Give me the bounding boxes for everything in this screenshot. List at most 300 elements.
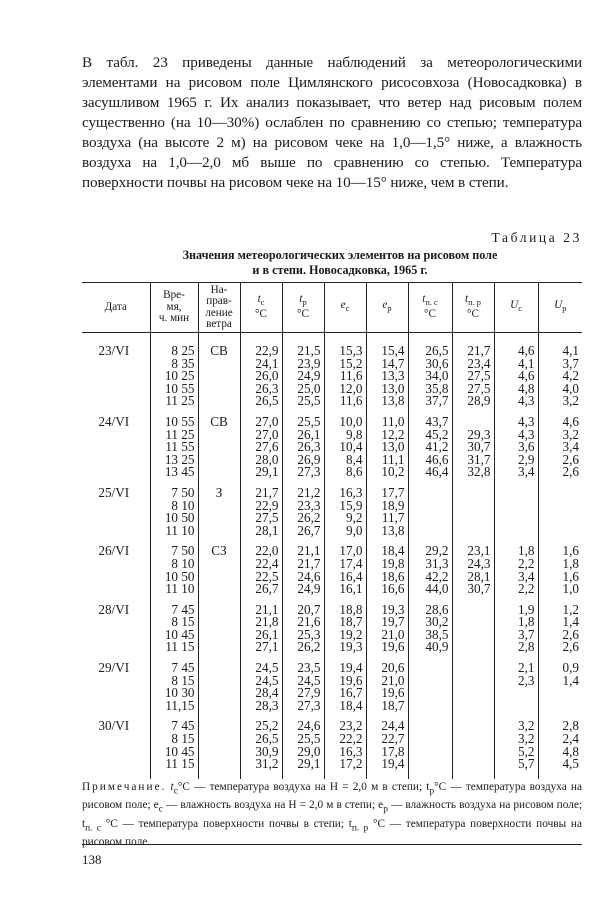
value: 19,6 [381, 639, 405, 655]
header-unit: °C [255, 308, 267, 321]
value: 27,3 [297, 697, 321, 713]
uc-cell [494, 662, 538, 720]
value: 1,2 [562, 601, 579, 617]
value: 28,3 [255, 697, 279, 713]
time-cell [150, 601, 198, 662]
value: 2,2 [518, 581, 535, 597]
ep-cell [366, 720, 408, 778]
note-subscript: п. с [85, 823, 101, 834]
value [456, 758, 491, 771]
value: 24,9 [297, 581, 321, 597]
header-subscript: p [387, 304, 392, 314]
ep-cell [366, 484, 408, 545]
value: 31,2 [255, 756, 279, 772]
up-cell [538, 413, 582, 487]
time-cell [150, 662, 198, 720]
value: 14,7 [381, 355, 405, 371]
value [456, 604, 491, 617]
date-cell: 25/VI [98, 484, 130, 500]
value: 3,6 [518, 439, 535, 455]
value: 19,4 [339, 660, 363, 676]
header-symbol: t [465, 293, 469, 306]
value: 11,15 [165, 697, 195, 713]
value: 10 30 [164, 685, 195, 701]
date-cell: 28/VI [98, 601, 130, 617]
value: 11 10 [165, 581, 195, 597]
value: 2,6 [562, 626, 579, 642]
table-body [82, 333, 582, 779]
table-row [82, 604, 582, 662]
header-subscript: с [518, 304, 522, 314]
header-dir-line: прав- [206, 295, 232, 307]
value: 22,9 [255, 497, 279, 513]
value: 2,2 [518, 555, 535, 571]
value [498, 512, 535, 525]
value: 16,4 [339, 568, 363, 584]
dir-cell: З [198, 487, 240, 545]
value [456, 733, 491, 746]
value [498, 525, 535, 538]
tpp-cell [452, 345, 494, 416]
value: 38,5 [425, 626, 449, 642]
value [412, 525, 449, 538]
value: 27,5 [467, 380, 491, 396]
uc-cell [494, 345, 538, 416]
table-title [140, 248, 540, 278]
value: 2,1 [518, 660, 535, 676]
intro-paragraph: В табл. 23 приведены данные наблюдений за метеорологическими элементами на рисовом поле Цимлянского рисосовхоза (Новосадковка) в засушливом 1965 г. Их анализ показывает, что ветер над рисовым полем существенно (на 10—30%) ослаблен по сравнению со степью; температура воздуха (на высоте 2 м) на рисовом чеке на 1,0—1,5° ниже, а влажность воздуха на 1,0—2,0 мб выше по сравнению со степью. Температура поверхности почвы на рисовом чеке на 10—15° ниже, чем в степи. [82, 54, 582, 191]
value: 11 55 [165, 439, 195, 455]
value [456, 512, 491, 525]
value: 30,9 [255, 743, 279, 759]
value: 10,4 [339, 439, 363, 455]
ep-cell [366, 545, 408, 603]
header-subscript: п. р [468, 298, 481, 308]
value: 12,0 [339, 380, 363, 396]
tpp-cell [452, 662, 494, 720]
header-subscript: c [345, 304, 350, 314]
date-cell: 24/VI [98, 413, 130, 429]
header-time-line: Вре- [163, 289, 185, 302]
value: 4,6 [562, 413, 579, 429]
tc-cell [240, 545, 282, 603]
value [498, 700, 535, 713]
note-text: °С — температура поверхности почвы в степи; t [100, 817, 352, 830]
value [412, 512, 449, 525]
value: 21,5 [297, 343, 321, 358]
value [412, 500, 449, 513]
ec-cell [324, 720, 366, 778]
value: 4,8 [562, 743, 579, 759]
tc-cell [240, 345, 282, 416]
value: 12,2 [381, 426, 405, 442]
header-time [150, 283, 198, 333]
value: 4,6 [518, 343, 535, 358]
value: 10,0 [339, 413, 363, 429]
value: 1,0 [562, 581, 579, 597]
value: 30,2 [425, 614, 449, 630]
dir-cell: СВ [198, 416, 240, 487]
value: 0,9 [562, 660, 579, 676]
value: 26,2 [297, 639, 321, 655]
value: 1,4 [562, 672, 579, 688]
value: 26,5 [255, 731, 279, 747]
value: 13,8 [381, 522, 405, 538]
value: 23,9 [297, 355, 321, 371]
value: 17,4 [339, 555, 363, 571]
value: 30,7 [467, 581, 491, 597]
value: 13,0 [381, 380, 405, 396]
value: 21,1 [255, 601, 279, 617]
value: 13,0 [381, 439, 405, 455]
ec-cell [324, 545, 366, 603]
value: 2,6 [562, 464, 579, 480]
value [456, 641, 491, 654]
note-text: °С — температура воздуха на H = 2,0 м в степи; t [177, 781, 430, 793]
value: 18,4 [339, 697, 363, 713]
tp-cell [282, 601, 324, 662]
uc-cell [494, 601, 538, 662]
value [412, 700, 449, 713]
uc-cell [494, 545, 538, 603]
value: 25,5 [297, 731, 321, 747]
value [542, 500, 580, 513]
note-text: — влажность воздуха на рисовом поле; t [82, 799, 583, 830]
value: 4,3 [518, 393, 535, 409]
header-uc [494, 283, 538, 333]
value: 13,8 [381, 393, 405, 409]
value: 8,4 [346, 451, 363, 467]
value [456, 675, 491, 688]
value: 28,6 [425, 601, 449, 617]
value: 16,1 [339, 581, 363, 597]
table-title-line-1: Значения метеорологических элементов на рисовом поле [182, 248, 498, 262]
tp-cell [282, 545, 324, 603]
value: 27,6 [255, 439, 279, 455]
value: 25,0 [297, 380, 321, 396]
value: 3,7 [518, 626, 535, 642]
value [456, 500, 491, 513]
ec-cell [324, 484, 366, 545]
value: 8 35 [171, 355, 195, 371]
value: 9,2 [346, 510, 363, 526]
value: 35,8 [425, 380, 449, 396]
note-text: °С — температура воздуха на рисовом поле; e [82, 781, 582, 812]
note-symbol: t [170, 781, 174, 793]
value: 26,2 [297, 510, 321, 526]
tc-cell [240, 413, 282, 487]
value [412, 758, 449, 771]
value: 22,2 [339, 731, 363, 747]
value: 21,0 [381, 672, 405, 688]
value: 4,3 [518, 413, 535, 429]
value: 44,0 [425, 581, 449, 597]
value: 21,7 [297, 555, 321, 571]
dir-cell: СВ [198, 345, 240, 416]
value [456, 720, 491, 733]
note-subscript: c [158, 804, 163, 815]
value: 5,7 [518, 756, 535, 772]
value: 18,7 [381, 697, 405, 713]
note-subscript: c [173, 786, 178, 797]
header-date: Дата [104, 300, 127, 313]
value: 22,9 [255, 343, 279, 358]
value [412, 733, 449, 746]
value: 40,9 [425, 639, 449, 655]
value: 23,5 [297, 660, 321, 676]
value: 8 10 [171, 555, 195, 571]
tc-cell [240, 484, 282, 545]
value [498, 500, 535, 513]
value: 5,2 [518, 743, 535, 759]
value: 7 45 [171, 660, 195, 676]
value: 26,5 [425, 343, 449, 358]
value: 24,5 [297, 672, 321, 688]
value: 22,7 [381, 731, 405, 747]
table-label: Таблица 23 [491, 230, 582, 245]
value [412, 662, 449, 675]
header-symbol: t [422, 293, 426, 306]
header-symbol: e [382, 299, 388, 312]
value: 23,1 [467, 543, 491, 559]
header-wind-direction [198, 283, 240, 333]
value: 1,8 [562, 555, 579, 571]
value: 11 10 [165, 522, 195, 538]
value: 1,9 [518, 601, 535, 617]
dir-cell [198, 720, 240, 778]
value: 10 45 [164, 626, 195, 642]
value: 42,2 [425, 568, 449, 584]
up-cell [538, 720, 582, 778]
uc-cell [494, 413, 538, 487]
value: 25,5 [297, 413, 321, 429]
value: 16,6 [381, 581, 405, 597]
value: 3,2 [518, 731, 535, 747]
table-title-line-2: и в степи. Новосадковка, 1965 г. [252, 263, 428, 277]
value: 11,6 [339, 368, 363, 384]
tpc-cell [408, 345, 452, 416]
ec-cell [324, 345, 366, 416]
value: 19,4 [381, 756, 405, 772]
value [542, 525, 580, 538]
value: 26,1 [297, 426, 321, 442]
ep-cell [366, 601, 408, 662]
table-row [82, 545, 582, 603]
value: 19,3 [381, 601, 405, 617]
up-cell [538, 662, 582, 720]
value: 46,4 [425, 464, 449, 480]
value: 21,7 [467, 343, 491, 358]
value: 25,3 [297, 626, 321, 642]
value: 2,6 [562, 639, 579, 655]
tp-cell [282, 484, 324, 545]
time-cell [150, 720, 198, 778]
value: 2,9 [518, 451, 535, 467]
value: 3,2 [518, 718, 535, 734]
tc-cell [240, 720, 282, 778]
value: 19,6 [381, 685, 405, 701]
date-cell: 30/VI [98, 718, 130, 734]
header-subscript: c [260, 298, 265, 308]
tpc-cell [408, 720, 452, 778]
value: 11 25 [165, 393, 195, 409]
value [412, 720, 449, 733]
value: 3,7 [562, 355, 579, 371]
value: 30,7 [467, 439, 491, 455]
value [456, 525, 491, 538]
value: 18,7 [339, 614, 363, 630]
note-subscript: п. р [351, 823, 369, 834]
value: 11 15 [165, 639, 195, 655]
value: 4,3 [518, 426, 535, 442]
value: 4,6 [518, 368, 535, 384]
value: 28,9 [467, 393, 491, 409]
tpc-cell [408, 601, 452, 662]
note-lead: Примечание. [82, 781, 167, 793]
value: 15,2 [339, 355, 363, 371]
value: 10 50 [164, 568, 195, 584]
dir-cell [198, 662, 240, 720]
value [456, 629, 491, 642]
value: 26,9 [297, 451, 321, 467]
ep-cell [366, 662, 408, 720]
value: 32,8 [467, 464, 491, 480]
header-tc [240, 283, 282, 333]
tpp-cell [452, 416, 494, 487]
value: 11,6 [339, 393, 363, 409]
value: 46,6 [425, 451, 449, 467]
tpp-cell [452, 487, 494, 545]
value [456, 700, 491, 713]
time-cell [150, 345, 198, 416]
value: 11 25 [165, 426, 195, 442]
value: 3,4 [518, 568, 535, 584]
value: 27,3 [297, 464, 321, 480]
table-row [82, 662, 582, 720]
value: 7 45 [171, 718, 195, 734]
date-cell: 29/VI [98, 660, 130, 676]
value [412, 487, 449, 500]
ec-cell [324, 601, 366, 662]
value [498, 487, 535, 500]
uc-cell [494, 487, 538, 545]
value: 8 15 [171, 614, 195, 630]
value: 17,8 [381, 743, 405, 759]
value: 1,6 [562, 568, 579, 584]
value [456, 487, 491, 500]
header-up [538, 283, 582, 333]
value: 2,6 [562, 451, 579, 467]
value: 1,4 [562, 614, 579, 630]
value: 19,3 [339, 639, 363, 655]
value: 10 45 [164, 743, 195, 759]
tp-cell [282, 720, 324, 778]
value: 3,4 [562, 439, 579, 455]
value: 26,0 [255, 368, 279, 384]
value: 7 45 [171, 601, 195, 617]
header-unit: °C [424, 308, 436, 321]
up-cell [538, 601, 582, 662]
value: 8 15 [171, 731, 195, 747]
value: 15,4 [381, 343, 405, 358]
value: 18,6 [381, 568, 405, 584]
header-dir-line: ветра [206, 318, 232, 330]
up-cell [538, 345, 582, 416]
value: 27,0 [255, 413, 279, 429]
value: 18,9 [381, 497, 405, 513]
value: 29,1 [255, 464, 279, 480]
ep-cell [366, 413, 408, 487]
value: 28,1 [467, 568, 491, 584]
value: 18,4 [381, 543, 405, 559]
value [542, 487, 580, 500]
header-ec [324, 283, 366, 333]
value: 22,5 [255, 568, 279, 584]
value: 22,4 [255, 555, 279, 571]
value: 21,8 [255, 614, 279, 630]
value: 23,3 [297, 497, 321, 513]
value [456, 687, 491, 700]
value: 7 50 [171, 484, 195, 500]
header-subscript: п. с [425, 298, 438, 308]
header-subscript: р [562, 304, 567, 314]
value: 31,7 [467, 451, 491, 467]
dir-cell [198, 604, 240, 662]
table-row [82, 416, 582, 487]
tp-cell [282, 345, 324, 416]
tc-cell [240, 601, 282, 662]
header-symbol: t [299, 293, 303, 306]
value: 23,4 [467, 355, 491, 371]
value: 24,5 [255, 660, 279, 676]
value: 31,3 [425, 555, 449, 571]
value: 43,7 [425, 413, 449, 429]
value: 9,8 [346, 426, 363, 442]
value: 45,2 [425, 426, 449, 442]
page-footer-rule [82, 844, 582, 845]
tpc-cell [408, 487, 452, 545]
value: 26,3 [297, 439, 321, 455]
value: 1,6 [562, 543, 579, 559]
value: 10 55 [164, 380, 195, 396]
value: 24,4 [381, 718, 405, 734]
value: 17,0 [339, 543, 363, 559]
header-tpp [452, 283, 494, 333]
value: 20,6 [381, 660, 405, 676]
page-number: 138 [82, 852, 102, 867]
note-subscript: p [429, 786, 435, 797]
value: 8,6 [346, 464, 363, 480]
value: 29,2 [425, 543, 449, 559]
dir-cell: СЗ [198, 545, 240, 603]
value: 21,6 [297, 614, 321, 630]
value: 27,5 [467, 368, 491, 384]
value: 2,8 [518, 639, 535, 655]
value: 26,3 [255, 380, 279, 396]
note-text: °С — температура поверхности почвы на рисовом поле. [82, 817, 582, 849]
value: 21,2 [297, 484, 321, 500]
value: 19,6 [339, 672, 363, 688]
ec-cell [324, 413, 366, 487]
header-tpc [408, 283, 452, 333]
table-row [82, 720, 582, 778]
header-symbol: U [510, 299, 519, 312]
note-text: — влажность воздуха на H = 2,0 м в степи; e [162, 799, 384, 812]
value: 26,7 [297, 522, 321, 538]
header-subscript: p [302, 298, 307, 308]
value: 13 45 [164, 464, 195, 480]
ep-cell [366, 345, 408, 416]
